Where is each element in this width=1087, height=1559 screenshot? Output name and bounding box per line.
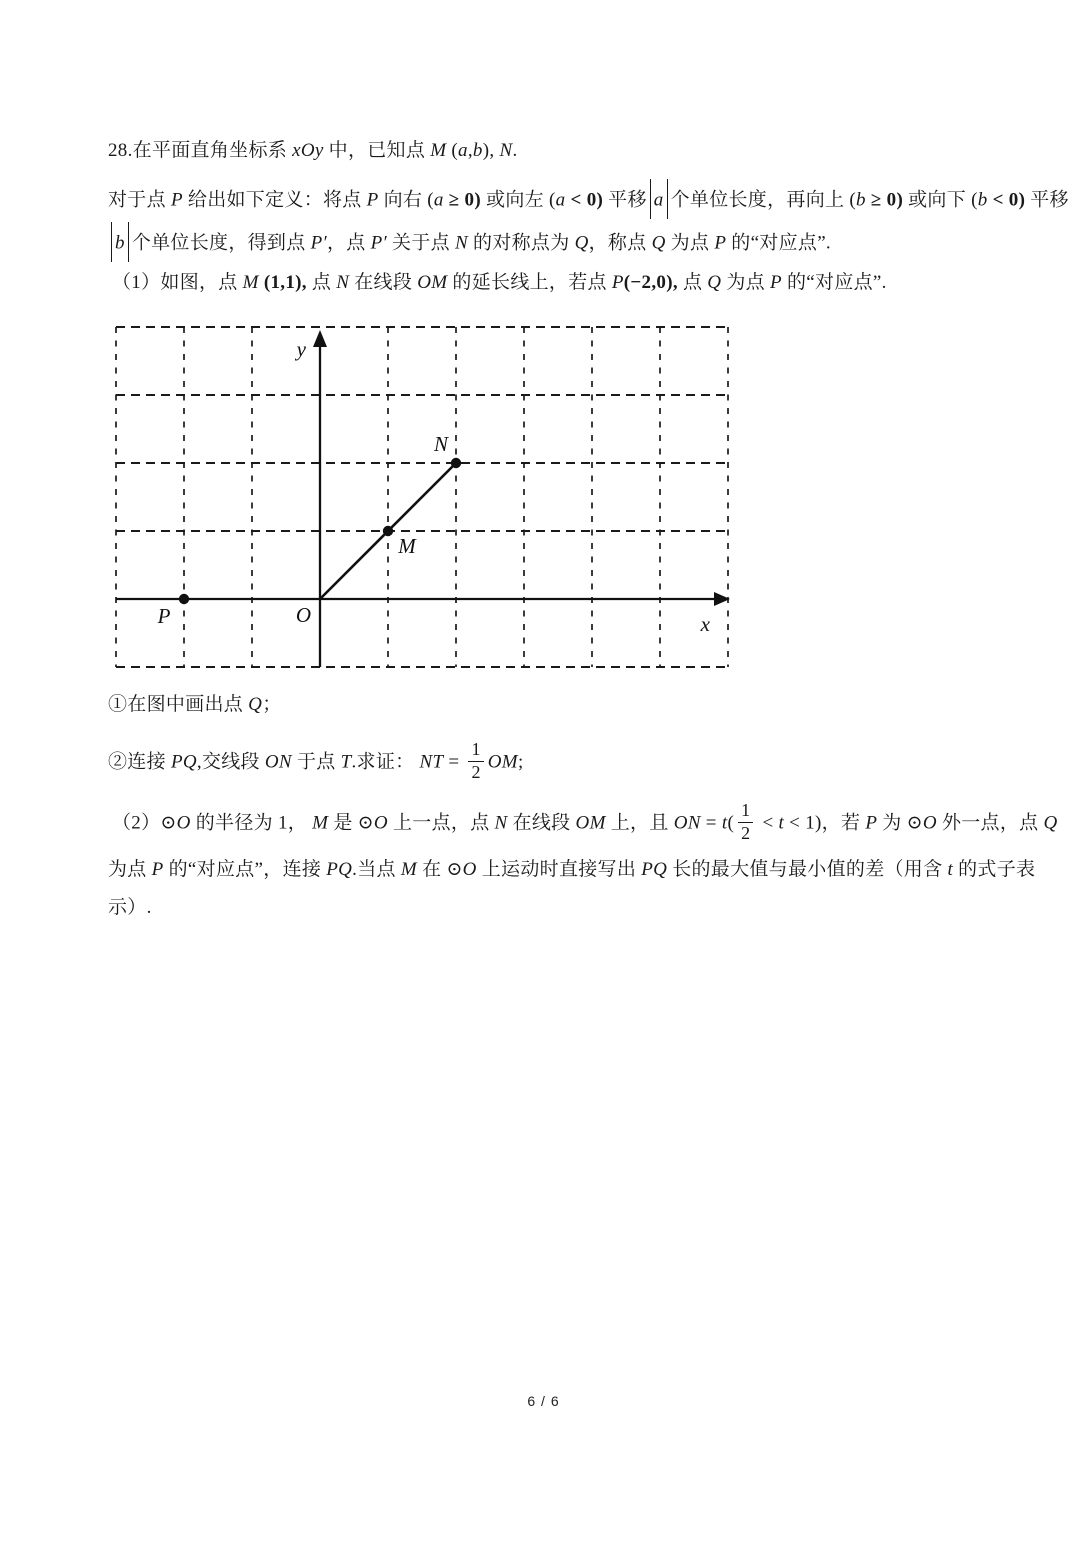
point-M-dot xyxy=(383,526,393,536)
origin-label: O xyxy=(295,603,311,627)
y-axis-arrow-icon xyxy=(313,330,327,347)
absolute-value-bar xyxy=(667,179,668,219)
part2-line-3: 示）. xyxy=(108,897,152,918)
definition-line-1: 对于点 P 给出如下定义：将点 P 向右 (a ≥ 0) 或向左 (a < 0) 平移 a 个单位长度，再向上 (b ≥ 0) 或向下 (b < 0) 平移 xyxy=(108,181,1069,221)
problem-intro-line: 28.在平面直角坐标系 xOy 中，已知点 M (a,b), N. xyxy=(108,140,518,161)
coordinate-grid-figure xyxy=(100,318,750,680)
absolute-value-bar xyxy=(111,222,112,262)
absolute-value-bar xyxy=(650,179,651,219)
page-number: 6 / 6 xyxy=(527,1393,560,1409)
point-N-dot xyxy=(451,458,461,468)
definition-line-2: b 个单位长度，得到点 P′，点 P′ 关于点 N 的对称点为 Q，称点 Q 为点 P 的“对应点”. xyxy=(108,224,831,264)
y-axis-label: y xyxy=(296,337,306,361)
part1-line: （1）如图，点 M (1,1), 点 N 在线段 OM 的延长线上，若点 P(−2,0), 点 Q 为点 P 的“对应点”. xyxy=(112,272,887,293)
subquestion-2: ②连接 PQ,交线段 ON 于点 T.求证： NT = $\frac{1}{2}$ OM; xyxy=(108,739,524,782)
point-P-dot xyxy=(179,594,189,604)
x-axis-arrow-icon xyxy=(714,592,730,606)
point-P-label: P xyxy=(157,604,171,628)
subquestion-1: ①在图中画出点 Q； xyxy=(108,694,282,715)
part2-line-2: 为点 P 的“对应点”，连接 PQ.当点 M 在 ⊙O 上运动时直接写出 PQ 长的最大值与最小值的差（用含 t 的式子表 xyxy=(108,859,1036,880)
point-N-label: N xyxy=(433,432,449,456)
absolute-value-bar xyxy=(128,222,129,262)
part2-line-1: （2）⊙O 的半径为 1， M 是 ⊙O 上一点，点 N 在线段 OM 上，且 ON = t( $\frac{1}{2}$ < t < 1)，若 P 为 ⊙O 外一点，点 Q xyxy=(112,800,1058,843)
x-axis-label: x xyxy=(700,612,710,636)
coordinate-grid xyxy=(100,318,750,680)
point-M-label: M xyxy=(398,534,416,558)
fraction: $\frac{1}{2}$ xyxy=(468,740,483,783)
fraction: $\frac{1}{2}$ xyxy=(738,801,753,844)
